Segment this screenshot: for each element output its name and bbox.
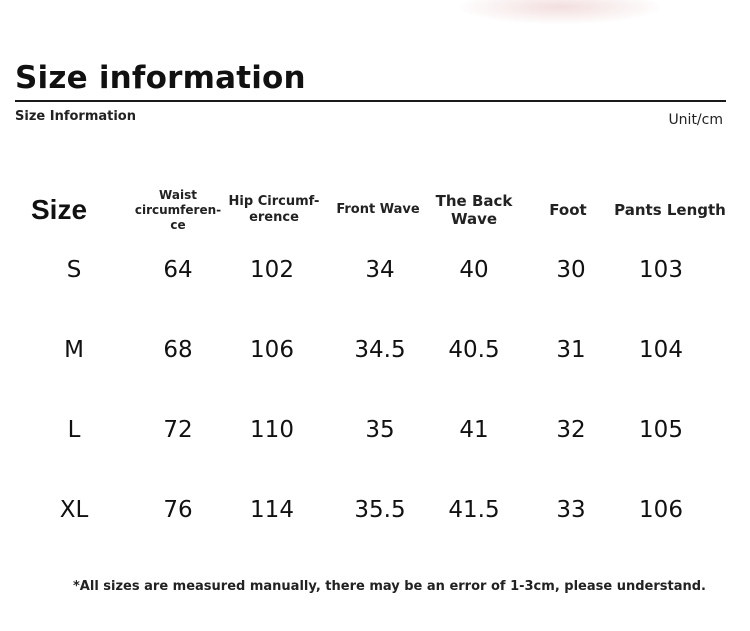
cell-foot: 31 [556,337,586,363]
cell-back-wave: 40 [459,257,489,283]
cell-hip: 106 [250,337,294,363]
size-table [15,180,726,560]
header-foot: Foot [549,201,587,219]
cell-back-wave: 41.5 [448,497,500,523]
cell-waist: 72 [163,417,193,443]
cell-foot: 30 [556,257,586,283]
cell-front-wave: 34.5 [354,337,406,363]
unit-label: Unit/cm [668,112,723,128]
cell-waist: 76 [163,497,193,523]
table-header-row [15,180,726,240]
table-row [15,320,726,400]
cell-foot: 32 [556,417,586,443]
cell-size: M [64,337,84,363]
cell-pants-length: 104 [639,337,683,363]
cell-front-wave: 34 [365,257,395,283]
cell-hip: 102 [250,257,294,283]
header-size: Size [30,194,88,225]
cell-pants-length: 103 [639,257,683,283]
cell-front-wave: 35 [365,417,395,443]
cell-pants-length: 106 [639,497,683,523]
cell-pants-length: 105 [639,417,683,443]
section-subtitle: Size Information [15,109,136,124]
header-hip: Hip Circumf- erence [228,194,320,225]
table-row [15,240,726,320]
cell-waist: 64 [163,257,193,283]
cell-back-wave: 40.5 [448,337,500,363]
cell-waist: 68 [163,337,193,363]
cell-hip: 114 [250,497,294,523]
header-back-wave: The Back Wave [435,192,513,228]
cell-size: S [66,257,82,283]
table-row [15,480,726,560]
header-waist: Waist circumferen- ce [134,187,222,232]
cell-back-wave: 41 [459,417,489,443]
cell-size: XL [59,497,89,523]
measurement-note: *All sizes are measured manually, there may be an error of 1-3cm, please understand. [73,579,706,594]
cell-front-wave: 35.5 [354,497,406,523]
title-divider [15,100,726,102]
cell-size: L [67,417,81,443]
cell-hip: 110 [250,417,294,443]
table-row [15,400,726,480]
product-image-fragment [460,0,660,24]
page-title: Size information [15,60,306,96]
header-front-wave: Front Wave [336,202,420,217]
header-pants-length: Pants Length [614,201,726,219]
cell-foot: 33 [556,497,586,523]
